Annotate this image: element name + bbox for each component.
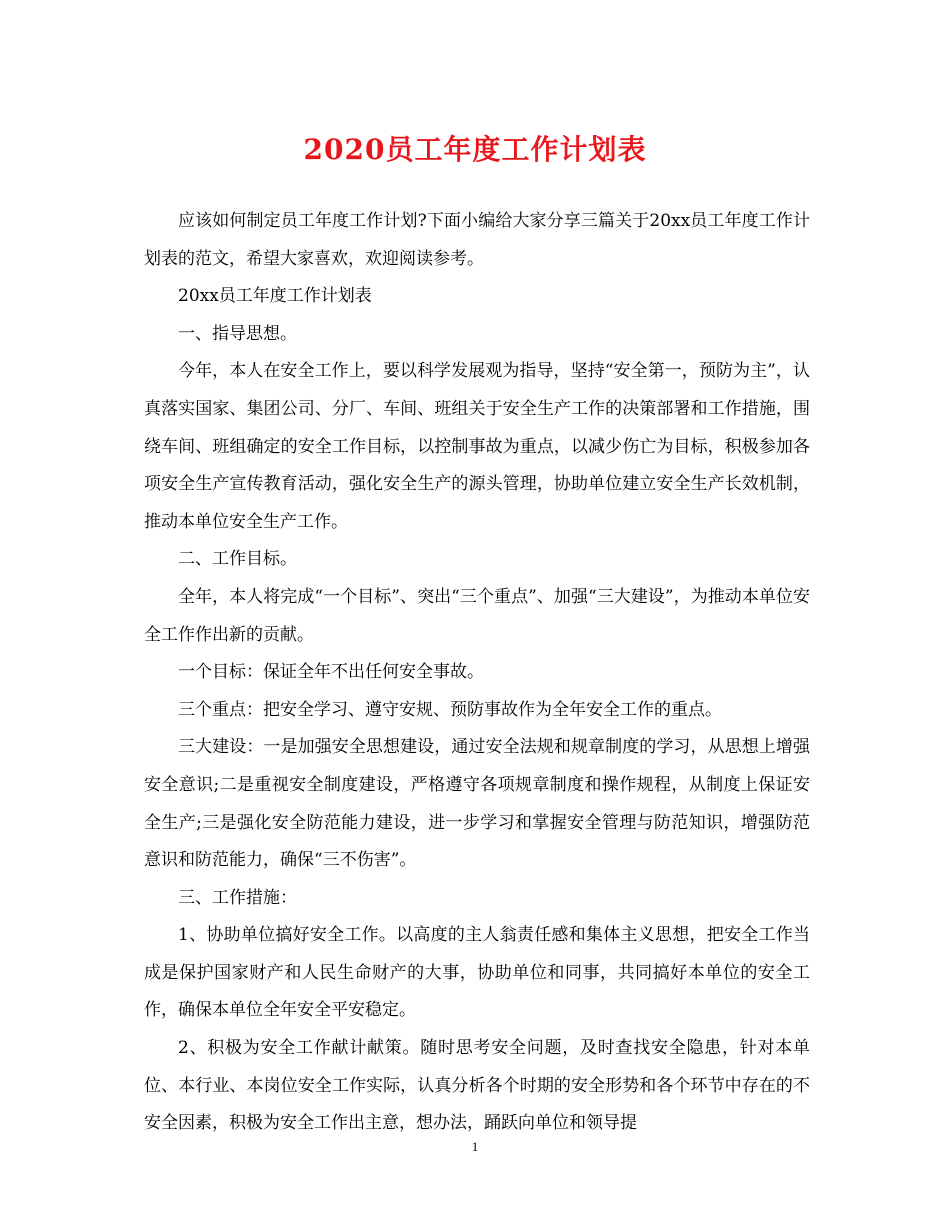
paragraph-work-goals: 全年，本人将完成“一个目标”、突出“三个重点”、加强“三大建设”，为推动本单位安全工作作出新的贡献。 (144, 586, 810, 645)
paragraph-one-goal: 一个目标：保证全年不出任何安全事故。 (178, 662, 484, 683)
paragraph-subtitle: 20xx员工年度工作计划表 (178, 286, 372, 307)
paragraph-three-priorities: 三个重点：把安全学习、遵守安规、预防事故作为全年安全工作的重点。 (178, 699, 722, 720)
document-body (144, 203, 810, 1143)
document-title: 2020员工年度工作计划表 (303, 133, 647, 166)
paragraph-three-constructions: 三大建设：一是加强安全思想建设，通过安全法规和规章制度的学习，从思想上增强安全意识;二是重视安全制度建设，严格遵守各项规章制度和操作规程，从制度上保证安全生产;三是强化安全防范能力建设，进一步学习和掌握安全管理与防范知识，增强防范意识和防范能力，确保“三不伤害”。 (144, 737, 810, 871)
paragraph-intro: 应该如何制定员工年度工作计划?下面小编给大家分享三篇关于20xx员工年度工作计划表的范文，希望大家喜欢，欢迎阅读参考。 (144, 211, 810, 269)
section-heading-work-measures: 三、工作措施： (178, 887, 297, 908)
section-heading-guiding-ideology: 一、指导思想。 (178, 323, 297, 344)
paragraph-measure-2: 2、积极为安全工作献计献策。随时思考安全问题，及时查找安全隐患，针对本单位、本行业、本岗位安全工作实际，认真分析各个时期的安全形势和各个环节中存在的不安全因素，积极为安全工作出主意，想办法，踊跃向单位和领导提 (144, 1038, 810, 1134)
paragraph-measure-1: 1、协助单位搞好安全工作。以高度的主人翁责任感和集体主义思想，把安全工作当成是保护国家财产和人民生命财产的大事，协助单位和同事，共同搞好本单位的安全工作，确保本单位全年安全平安稳定。 (144, 925, 810, 1021)
page-number: 1 (471, 1139, 479, 1154)
paragraph-guiding-ideology: 今年，本人在安全工作上，要以科学发展观为指导，坚持“安全第一，预防为主”，认真落实国家、集团公司、分厂、车间、班组关于安全生产工作的决策部署和工作措施，围绕车间、班组确定的安全工作目标，以控制事故为重点，以减少伤亡为目标，积极参加各项安全生产宣传教育活动，强化安全生产的源头管理，协助单位建立安全生产长效机制，推动本单位安全生产工作。 (144, 361, 810, 532)
section-heading-work-goals: 二、工作目标。 (178, 549, 297, 570)
